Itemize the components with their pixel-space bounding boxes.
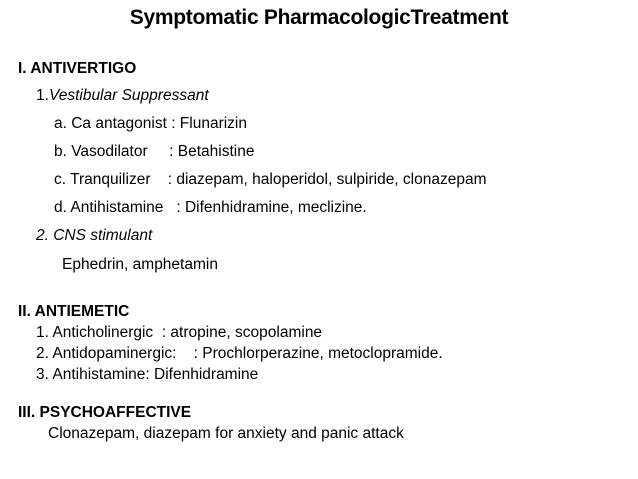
list-item-ca-antagonist: a. Ca antagonist : Flunarizin [54, 115, 247, 132]
list-item-vasodilator: b. Vasodilator : Betahistine [54, 143, 255, 160]
list-item-antihistamine-antiemetic: 3. Antihistamine: Difenhidramine [36, 366, 259, 383]
list-item-tranquilizer: c. Tranquilizer : diazepam, haloperidol, sulpiride, clonazepam [54, 171, 487, 188]
list-item-cns-stimulants: Ephedrin, amphetamin [62, 256, 218, 273]
slide-title: Symptomatic PharmacologicTreatment [129, 6, 509, 29]
subsection-vestibular-suppressant [36, 87, 209, 105]
section-heading-antivertigo: I. ANTIVERTIGO [18, 60, 137, 77]
section-heading-psychoaffective: III. PSYCHOAFFECTIVE [18, 404, 192, 421]
subsection-label: Vestibular Suppressant [48, 87, 209, 104]
section-heading-antiemetic: II. ANTIEMETIC [18, 303, 130, 320]
list-item-psychoaffective: Clonazepam, diazepam for anxiety and panic attack [48, 425, 404, 442]
subsection-cns-stimulant: 2. CNS stimulant [36, 227, 153, 244]
list-item-antidopaminergic: 2. Antidopaminergic: : Prochlorperazine, metoclopramide. [36, 345, 443, 362]
list-item-anticholinergic: 1. Anticholinergic : atropine, scopolamine [36, 324, 323, 341]
subsection-number: 1. [36, 87, 49, 104]
list-item-antihistamine: d. Antihistamine : Difenhidramine, meclizine. [54, 199, 367, 216]
